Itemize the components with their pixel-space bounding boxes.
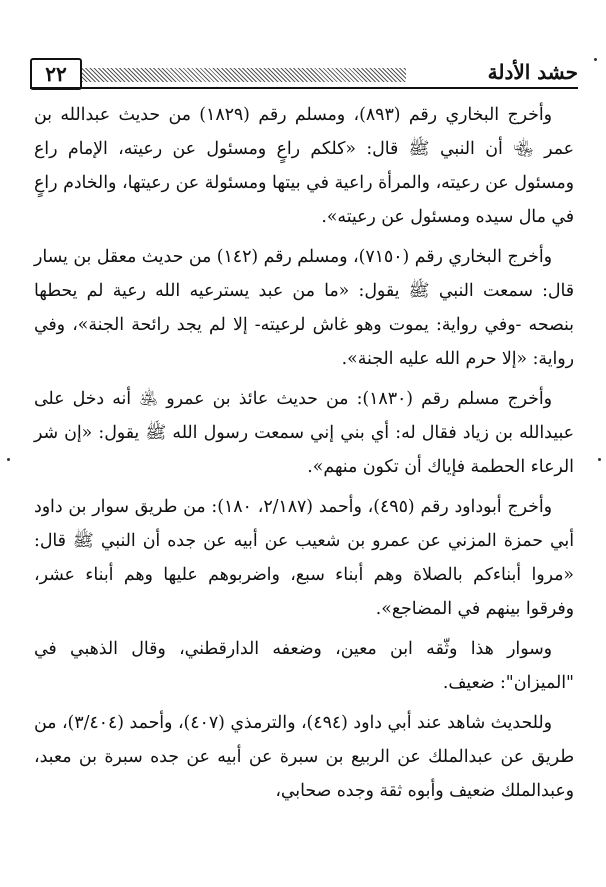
scan-speck — [598, 458, 601, 461]
page-header — [30, 58, 578, 90]
page-body — [34, 98, 574, 808]
scan-speck — [594, 58, 597, 61]
header-rule — [30, 87, 578, 89]
paragraph: وأخرج البخاري رقم (٧١٥٠)، ومسلم رقم (١٤٢) من حديث معقل بن يسار قال: سمعت النبي ﷺ يقول: «ما من عبد يسترعيه الله رعية لم يحطها بنصحه -وفي رواية: يموت وهو غاش لرعيته- إلا لم يجد رائحة الجنة»، وفي رواية: «إلا حرم الله عليه الجنة». — [34, 247, 574, 369]
header-hatch-ornament — [82, 68, 406, 82]
paragraph: وأخرج البخاري رقم (٨٩٣)، ومسلم رقم (١٨٢٩) من حديث عبدالله بن عمر ﵄ أن النبي ﷺ قال: «كلكم راعٍ ومسئول عن رعيته، الإمام راع ومسئول عن رعيته، والمرأة راعية في بيتها ومسئولة عن رعيتها، والخادم راعٍ في مال سيده ومسئول عن رعيته». — [34, 105, 574, 227]
running-title: حشد الأدلة — [487, 60, 578, 84]
paragraph: وأخرج مسلم رقم (١٨٣٠): من حديث عائذ بن عمرو ﵁ أنه دخل على عبيدالله بن زياد فقال له: أي بني إني سمعت رسول الله ﷺ يقول: «إن شر الرعاء الحطمة فإياك أن تكون منهم». — [34, 389, 574, 477]
paragraph: وأخرج أبوداود رقم (٤٩٥)، وأحمد (٢/١٨٧، ١٨٠): من طريق سوار بن داود أبي حمزة المزني عن عمرو بن شعيب عن أبيه عن جده أن النبي ﷺ قال: «مروا أبناءكم بالصلاة وهم أبناء سبع، واضربوهم عليها وهم أبناء عشر، وفرقوا بينهم في المضاجع». — [34, 497, 574, 619]
paragraph: وللحديث شاهد عند أبي داود (٤٩٤)، والترمذي (٤٠٧)، وأحمد (٣/٤٠٤)، من طريق عن عبدالملك عن الربيع بن سبرة عن أبيه عن جده سبرة بن معبد، وعبدالملك ضعيف وأبوه ثقة وجده صحابي، — [34, 713, 574, 801]
page-number: ٢٢ — [30, 58, 82, 90]
paragraph: وسوار هذا وثّقه ابن معين، وضعفه الدارقطني، وقال الذهبي في "الميزان": ضعيف. — [34, 639, 574, 693]
scan-speck — [7, 458, 10, 461]
